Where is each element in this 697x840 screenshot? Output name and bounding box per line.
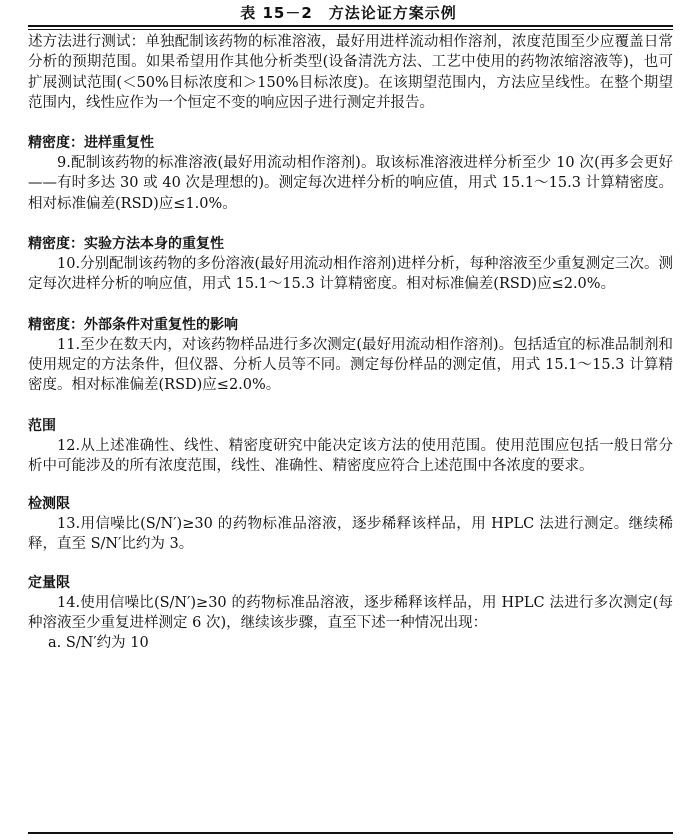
loq-item-a: a. S/N′约为 10 (48, 635, 149, 652)
precision-method-heading: 精密度：实验方法本身的重复性 (28, 236, 224, 253)
bottom-rule (28, 832, 673, 834)
loq-heading: 定量限 (28, 574, 70, 591)
precision-external-heading: 精密度：外部条件对重复性的影响 (28, 316, 238, 333)
precision-method-paragraph: 10.分别配制该药物的多份溶液(最好用流动相作溶剂)进样分析，每种溶液至少重复测定三次。测定每次进样分析的响应值，用式 15.1～15.3 计算精密度。相对标准偏差(RSD)应≤2.0%。 (28, 256, 673, 293)
precision-external-paragraph: 11.至少在数天内，对该药物样品进行多次测定(最好用流动相作溶剂)。包括适宜的标准品制剂和使用规定的方法条件，但仪器、分析人员等不同。测定每份样品的测定值，用式 15.1～15.3 计算精密度。相对标准偏差(RSD)应≤2.0%。 (28, 336, 673, 394)
table-title: 表 15－2 方法论证方案示例 (240, 4, 457, 22)
linearity-paragraph: 述方法进行测试：单独配制该药物的标准溶液，最好用进样流动相作溶剂，浓度范围至少应覆盖日常分析的预期范围。如果希望用作其他分析类型(设备清洗方法、工艺中使用的药物浓缩溶液等)，也可扩展测试范围(＜50%目标浓度和＞150%目标浓度)。在该期望范围内，方法应呈线性。在整个期望范围内，线性应作为一个恒定不变的响应因子进行测定并报告。 (28, 34, 673, 111)
precision-injection-heading: 精密度：进样重复性 (28, 135, 154, 152)
precision-injection-paragraph: 9.配制该药物的标准溶液(最好用流动相作溶剂)。取该标准溶液进样分析至少 10 次(再多会更好——有时多达 30 或 40 次是理想的)。测定每次进样分析的响应值，用式 15.1～15.3 计算精密度。相对标准偏差(RSD)应≤1.0%。 (28, 155, 673, 212)
document-body (28, 32, 673, 654)
top-rule-thick (28, 25, 673, 27)
top-rule-thin (28, 29, 673, 30)
loq-paragraph: 14.使用信噪比(S/N′)≥30 的药物标准品溶液，逐步稀释该样品，用 HPLC 法进行多次测定(每种溶液至少重复进样测定 6 次)，继续该步骤，直至下述一种情况出现： (28, 594, 673, 632)
lod-heading: 检测限 (28, 496, 70, 513)
lod-paragraph: 13.用信噪比(S/N′)≥30 的药物标准品溶液，逐步稀释该样品，用 HPLC 法进行测定。继续稀释，直至 S/N′比约为 3。 (28, 516, 673, 553)
range-paragraph: 12.从上述准确性、线性、精密度研究中能决定该方法的使用范围。使用范围应包括一般日常分析中可能涉及的所有浓度范围，线性、准确性、精密度应符合上述范围中各浓度的要求。 (28, 437, 673, 474)
range-heading: 范围 (28, 417, 56, 434)
